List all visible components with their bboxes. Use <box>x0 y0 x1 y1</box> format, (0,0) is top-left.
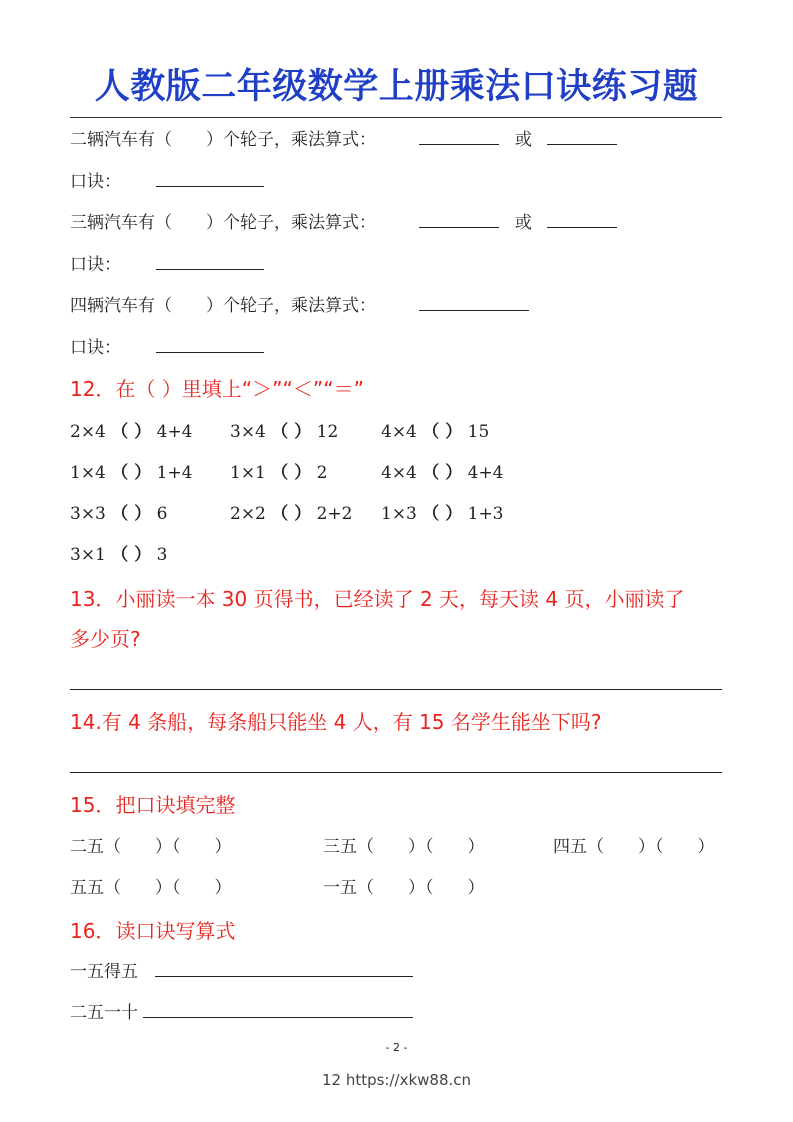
car-row-text: 三辆汽车有（ ）个轮子，乘法算式： <box>70 213 376 233</box>
q14-text: 14.有 4 条船，每条船只能坐 4 人，有 15 名学生能坐下吗? <box>70 710 602 734</box>
koujue-fill-item[interactable]: 三五（ ）（ ） <box>323 837 485 857</box>
koujue-row-4 <box>70 337 264 359</box>
car-row-text: 二辆汽车有（ ）个轮子，乘法算式： <box>70 130 376 150</box>
answer-paren[interactable]: （ ） <box>422 504 463 524</box>
page-number: - 2 - <box>385 1041 408 1054</box>
koujue-fill-item[interactable]: 四五（ ）（ ） <box>553 837 715 857</box>
q16-item <box>70 1002 413 1024</box>
car-row-text: 四辆汽车有（ ）个轮子，乘法算式： <box>70 296 376 316</box>
formula-blank-2[interactable] <box>547 213 617 228</box>
answer-paren[interactable]: （ ） <box>111 463 152 483</box>
q15-heading: 15．把口诀填完整 <box>70 793 236 817</box>
compare-item: 1×3 （ ） 1+3 <box>381 504 504 524</box>
answer-paren[interactable]: （ ） <box>422 463 463 483</box>
answer-paren[interactable]: （ ） <box>271 504 312 524</box>
answer-paren[interactable]: （ ） <box>111 504 152 524</box>
q16-heading: 16．读口诀写算式 <box>70 919 236 943</box>
koujue-fill-item[interactable]: 二五（ ）（ ） <box>70 837 232 857</box>
koujue-blank[interactable] <box>156 172 264 187</box>
koujue-label: 口诀： <box>70 255 121 275</box>
compare-item: 4×4 （ ） 15 <box>381 422 490 442</box>
page-title: 人教版二年级数学上册乘法口诀练习题 <box>94 67 699 107</box>
q14-answer-line[interactable] <box>70 772 722 773</box>
or-label: 或 <box>514 213 532 233</box>
site-watermark: 12 https://xkw88.cn <box>321 1071 472 1089</box>
compare-item: 3×3 （ ） 6 <box>70 504 168 524</box>
car-row-2 <box>70 129 617 151</box>
compare-item: 1×1 （ ） 2 <box>230 463 328 483</box>
q16-item <box>70 961 413 983</box>
q12-heading: 12．在（ ）里填上“＞”“＜”“＝” <box>70 377 364 401</box>
q13-text-line2: 多少页? <box>70 627 141 651</box>
or-label: 或 <box>514 130 532 150</box>
formula-blank-2[interactable] <box>547 130 617 145</box>
koujue-label: 口诀： <box>70 172 121 192</box>
compare-item: 3×4 （ ） 12 <box>230 422 339 442</box>
compare-item: 3×1 （ ） 3 <box>70 545 168 565</box>
koujue-row-3 <box>70 254 264 276</box>
formula-blank-1[interactable] <box>419 296 529 311</box>
answer-paren[interactable]: （ ） <box>111 422 152 442</box>
q16-answer-blank[interactable] <box>143 1003 413 1018</box>
q13-text-line1: 13．小丽读一本 30 页得书，已经读了 2 天，每天读 4 页，小丽读了 <box>70 587 685 611</box>
koujue-fill-item[interactable]: 一五（ ）（ ） <box>323 878 485 898</box>
answer-paren[interactable]: （ ） <box>271 422 312 442</box>
compare-item: 1×4 （ ） 1+4 <box>70 463 193 483</box>
q16-answer-blank[interactable] <box>155 962 413 977</box>
answer-paren[interactable]: （ ） <box>111 545 152 565</box>
title-divider <box>70 117 722 118</box>
formula-blank-1[interactable] <box>419 130 499 145</box>
koujue-fill-item[interactable]: 五五（ ）（ ） <box>70 878 232 898</box>
q13-answer-line[interactable] <box>70 689 722 690</box>
koujue-label: 口诀： <box>70 338 121 358</box>
koujue-row-2 <box>70 171 264 193</box>
answer-paren[interactable]: （ ） <box>422 422 463 442</box>
koujue-blank[interactable] <box>156 338 264 353</box>
car-row-3 <box>70 212 617 234</box>
compare-item: 2×2 （ ） 2+2 <box>230 504 353 524</box>
answer-paren[interactable]: （ ） <box>271 463 312 483</box>
compare-item: 4×4 （ ） 4+4 <box>381 463 504 483</box>
formula-blank-1[interactable] <box>419 213 499 228</box>
q16-koujue: 一五得五 <box>70 962 138 982</box>
q16-koujue: 二五一十 <box>70 1003 138 1023</box>
compare-item: 2×4 （ ） 4+4 <box>70 422 193 442</box>
koujue-blank[interactable] <box>156 255 264 270</box>
car-row-4 <box>70 295 529 317</box>
